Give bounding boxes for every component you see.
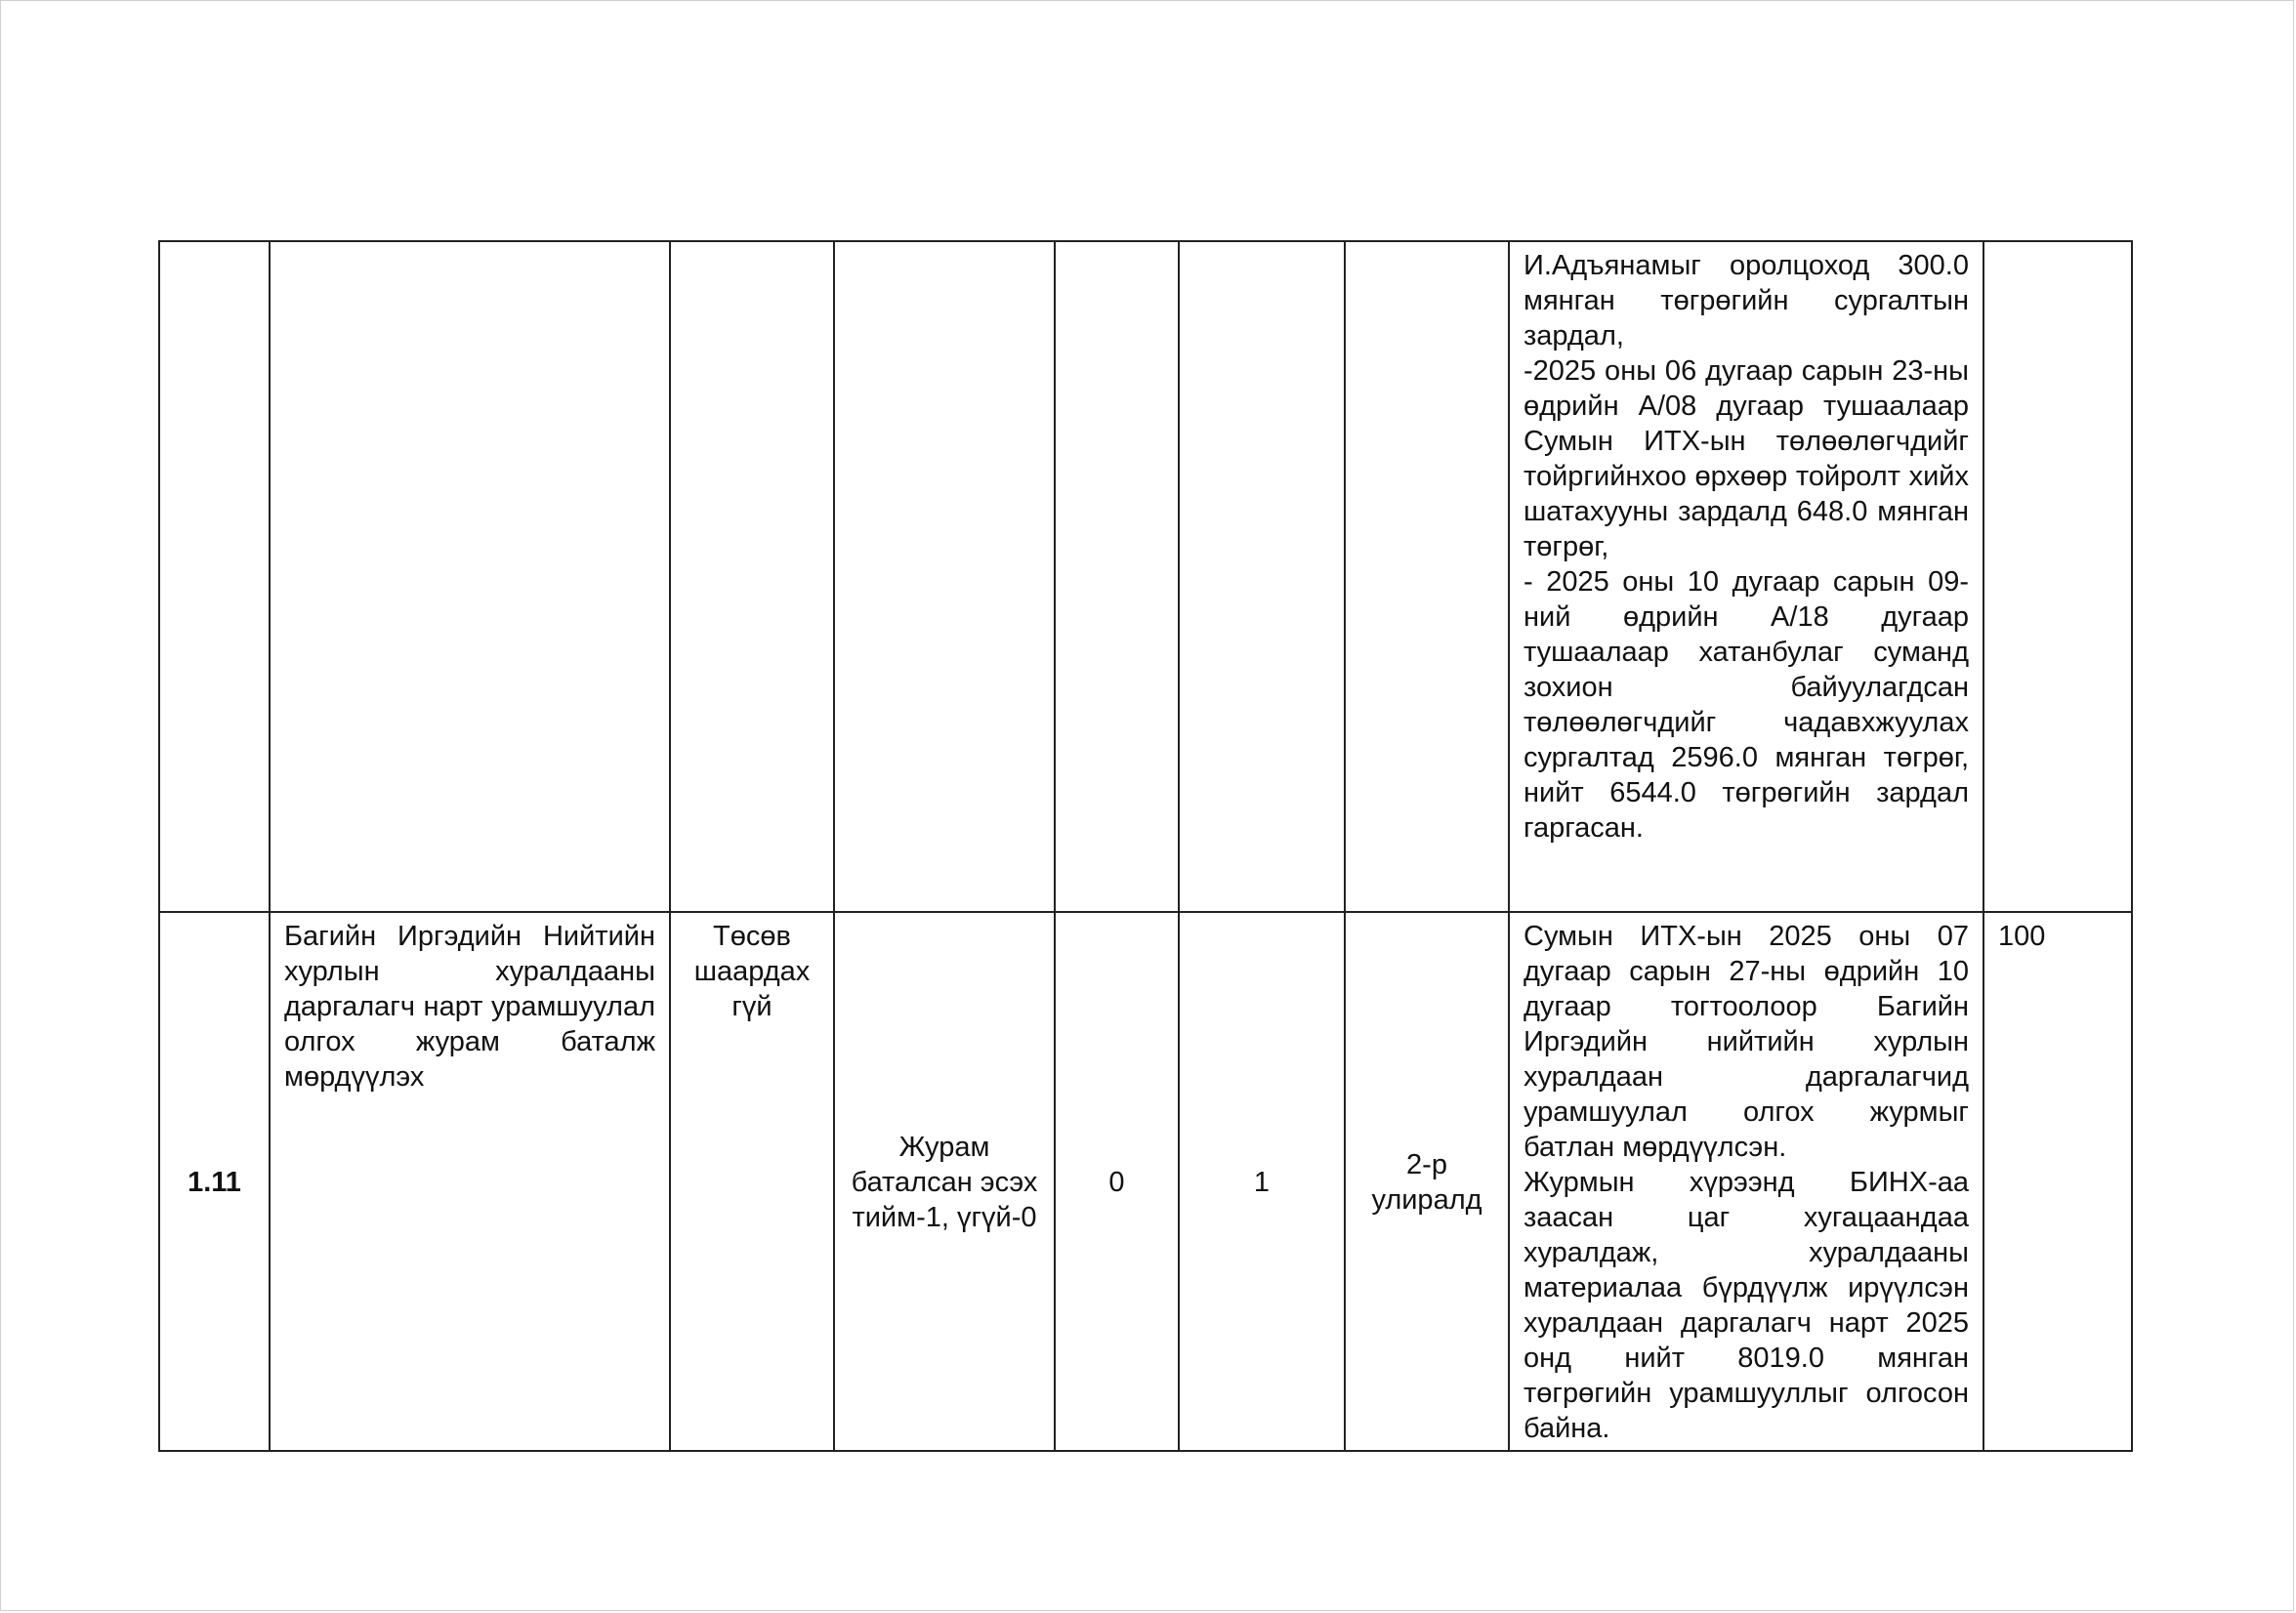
budget-cell: Төсөв шаардах гүй [670, 912, 834, 1451]
score-cell: 100 [1983, 912, 2132, 1451]
baseline-cell [1055, 241, 1179, 912]
baseline-cell: 0 [1055, 912, 1179, 1451]
deadline-cell [1345, 241, 1509, 912]
indicator-cell [834, 241, 1055, 912]
table-row-1-11 [159, 912, 2132, 1451]
plan-report-table [158, 240, 2133, 1452]
report-cell: И.Адъянамыг оролцоход 300.0 мянган төгрөгийн сургалтын зардал, -2025 оны 06 дугаар сарын 23-ны өдрийн А/08 дугаар тушаалаар Сумын ИТХ-ын төлөөлөгчдийг тойргийнхоо өрхөөр тойролт хийх шатахууны зардалд 648.0 мянган төгрөг, - 2025 оны 10 дугаар сарын 09-ний өдрийн А/18 дугаар тушаалаар хатанбулаг суманд зохион байуулагдсан төлөөлөгчдийг чадавхжуулах сургалтад 2596.0 мянган төгрөг, нийт 6544.0 төгрөгийн зардал гаргасан. [1509, 241, 1983, 912]
number-cell [159, 241, 270, 912]
deadline-cell: 2-р улиралд [1345, 912, 1509, 1451]
number-cell: 1.11 [159, 912, 270, 1451]
indicator-cell: Журам баталсан эсэх тийм-1, үгүй-0 [834, 912, 1055, 1451]
budget-cell [670, 241, 834, 912]
target-cell: 1 [1179, 912, 1345, 1451]
target-cell [1179, 241, 1345, 912]
score-cell [1983, 241, 2132, 912]
table-row-continuation [159, 241, 2132, 912]
activity-cell [270, 241, 670, 912]
activity-cell: Багийн Иргэдийн Нийтийн хурлын хуралдааны даргалагч нарт урамшуулал олгох журам баталж мөрдүүлэх [270, 912, 670, 1451]
report-cell: Сумын ИТХ-ын 2025 оны 07 дугаар сарын 27-ны өдрийн 10 дугаар тогтоолоор Багийн Иргэдийн нийтийн хурлын хуралдаан даргалагчид урамшуулал олгох журмыг батлан мөрдүүлсэн. Журмын хүрээнд БИНХ-аа заасан цаг хугацаандаа хуралдаж, хуралдааны материалаа бүрдүүлж ирүүлсэн хуралдаан даргалагч нарт 2025 онд нийт 8019.0 мянган төгрөгийн урамшууллыг олгосон байна. [1509, 912, 1983, 1451]
